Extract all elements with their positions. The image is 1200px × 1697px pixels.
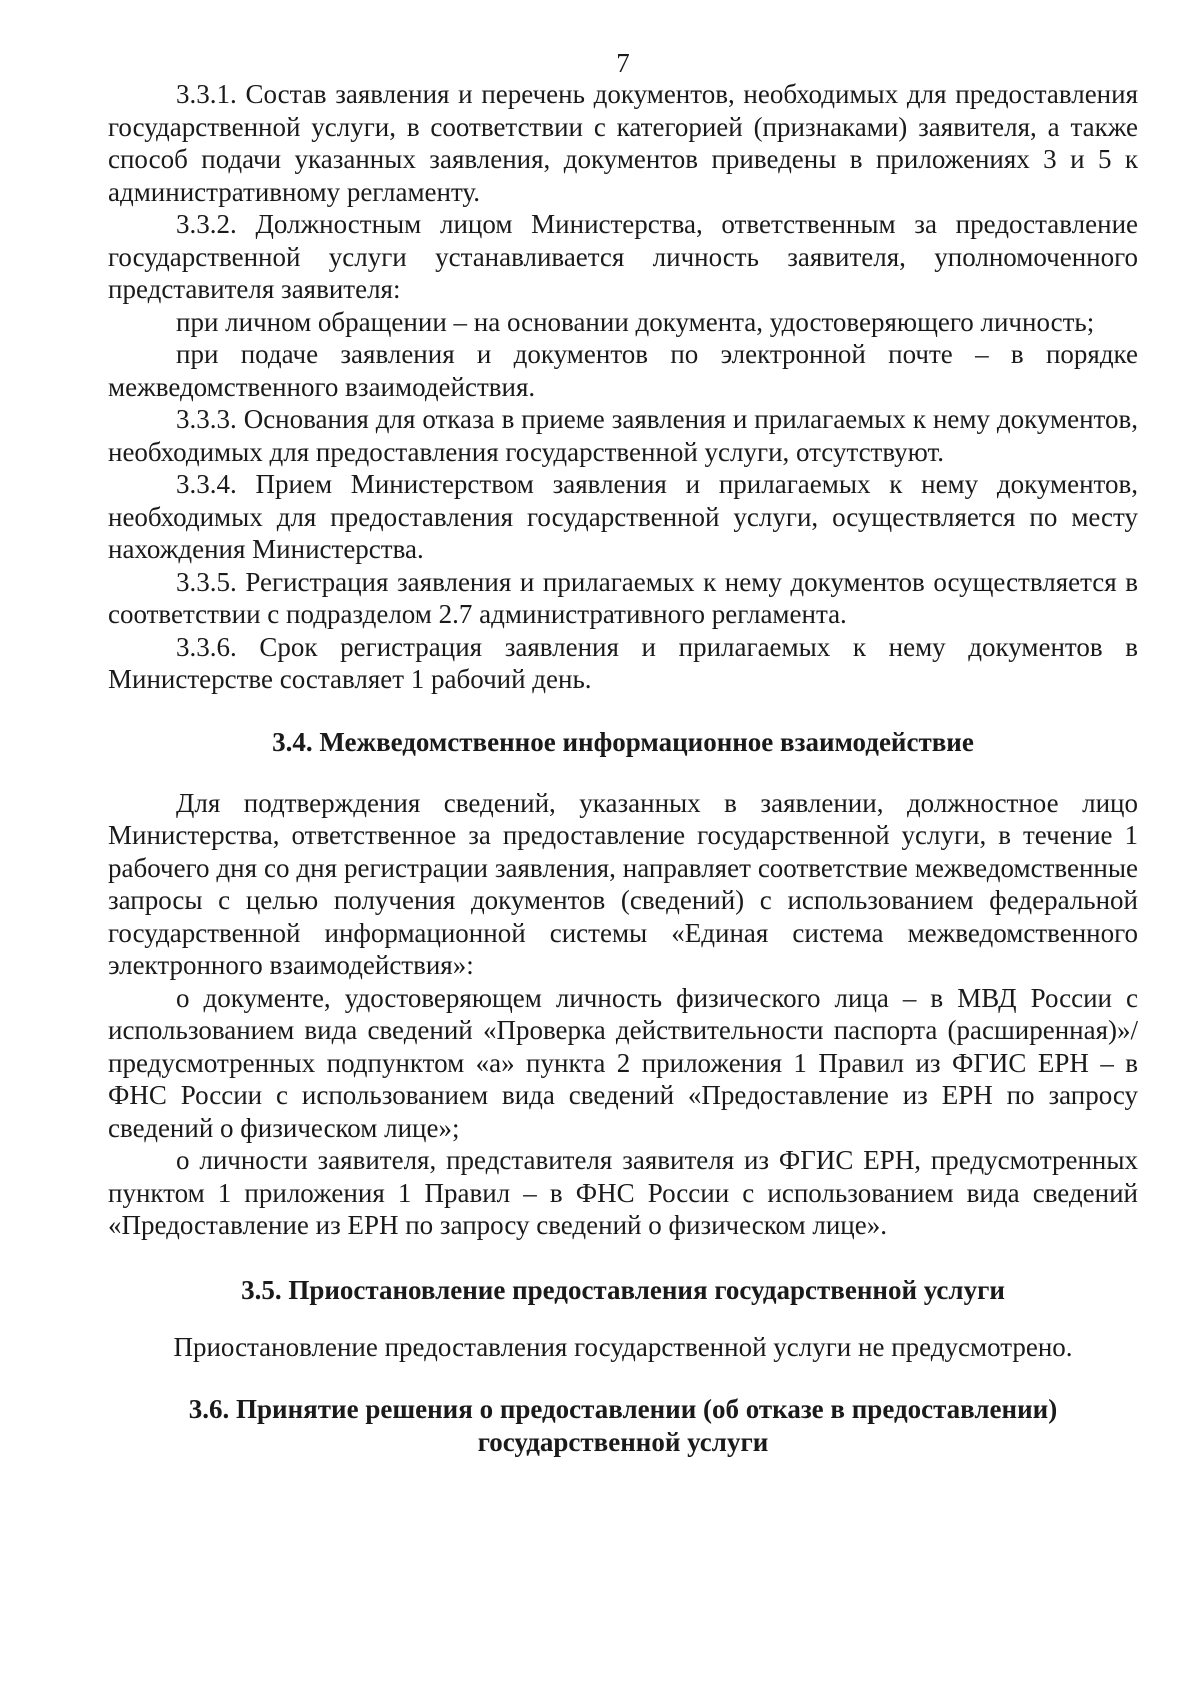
page-number: 7	[616, 48, 630, 78]
paragraph-3-3-3: 3.3.3. Основания для отказа в приеме заявления и прилагаемых к нему документов, необходимых для предоставления государственной услуги, отсутствуют.	[108, 404, 1138, 467]
paragraph-email-submission: при подаче заявления и документов по электронной почте – в порядке межведомственного взаимодействия.	[108, 339, 1138, 402]
section-3-6-heading	[108, 1393, 1138, 1459]
section-3-4-heading: 3.4. Межведомственное информационное взаимодействие	[272, 726, 974, 757]
paragraph-3-3-6: 3.3.6. Срок регистрация заявления и прилагаемых к нему документов в Министерстве составляет 1 рабочий день.	[108, 631, 1138, 694]
section-3-6-heading-line1: 3.6. Принятие решения о предоставлении (об отказе в предоставлении)	[188, 1394, 1058, 1424]
paragraph-3-3-4: 3.3.4. Прием Министерством заявления и прилагаемых к нему документов, необходимых для предоставления государственной услуги, осуществляется по месту нахождения Министерства.	[108, 469, 1138, 564]
paragraph-3-5: Приостановление предоставления государственной услуги не предусмотрено.	[173, 1331, 1073, 1362]
paragraph-3-3-1: 3.3.1. Состав заявления и перечень документов, необходимых для предоставления государственной услуги, в соответствии с категорией (признаками) заявителя, а также способ подачи указанных заявления, документов приведены в приложениях 3 и 5 к административному регламенту.	[108, 79, 1138, 207]
document-page	[108, 48, 1138, 1459]
paragraph-3-4-identity-document: о документе, удостоверяющем личность физического лица – в МВД России с использованием вида сведений «Проверка действительности паспорта (расширенная)»/предусмотренных подпунктом «а» пункта 2 приложения 1 Правил из ФГИС ЕРН – в ФНС России с использованием вида сведений «Предоставление из ЕРН по запросу сведений о физическом лице»;	[108, 982, 1138, 1143]
section-3-5-heading: 3.5. Приостановление предоставления государственной услуги	[241, 1274, 1005, 1305]
paragraph-3-3-5: 3.3.5. Регистрация заявления и прилагаемых к нему документов осуществляется в соответствии с подразделом 2.7 административного регламента.	[108, 566, 1138, 629]
paragraph-3-4-intro: Для подтверждения сведений, указанных в заявлении, должностное лицо Министерства, ответственное за предоставление государственной услуги, в течение 1 рабочего дня со дня регистрации заявления, направляет соответствие межведомственные запросы с целью получения документов (сведений) с использованием федеральной государственной информационной системы «Единая система межведомственного электронного взаимодействия»:	[108, 787, 1138, 980]
section-3-6-heading-line2: государственной услуги	[477, 1427, 769, 1457]
paragraph-personal-visit: при личном обращении – на основании документа, удостоверяющего личность;	[176, 306, 1095, 337]
paragraph-3-3-2: 3.3.2. Должностным лицом Министерства, ответственным за предоставление государственной услуги устанавливается личность заявителя, уполномоченного представителя заявителя:	[108, 209, 1138, 304]
paragraph-3-4-applicant-identity: о личности заявителя, представителя заявителя из ФГИС ЕРН, предусмотренных пунктом 1 приложения 1 Правил – в ФНС России с использованием вида сведений «Предоставление из ЕРН по запросу сведений о физическом лице».	[108, 1145, 1138, 1240]
